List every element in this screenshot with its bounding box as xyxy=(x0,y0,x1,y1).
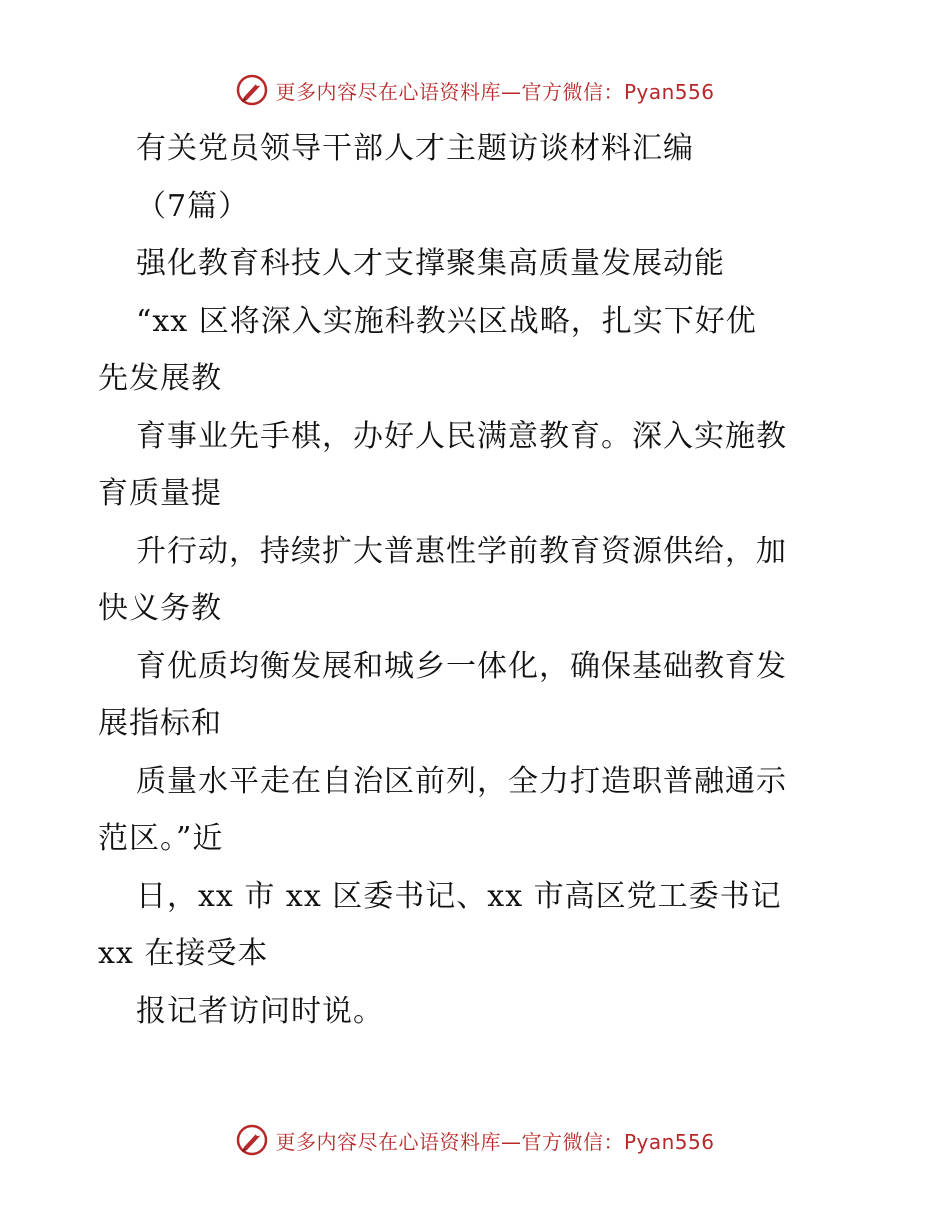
text-line: xx 在接受本 xyxy=(98,936,269,971)
banner-text: 更多内容尽在心语资料库—官方微信：Pyan556 xyxy=(275,1129,715,1154)
text-line: （7篇） xyxy=(136,188,250,224)
text-line: 先发展教 xyxy=(98,361,222,396)
text-line: 育事业先手棋，办好人民满意教育。深入实施教 xyxy=(136,418,787,454)
text-line: 范区。”近 xyxy=(98,821,224,856)
banner-text: 更多内容尽在心语资料库—官方微信：Pyan556 xyxy=(275,79,715,104)
text-line: 快义务教 xyxy=(98,591,222,626)
text-line: 强化教育科技人才支撑聚集高质量发展动能 xyxy=(136,246,725,281)
text-line: “xx 区将深入实施科教兴区战略，扎实下好优 xyxy=(136,303,757,339)
pen-logo-icon xyxy=(235,1123,269,1157)
text-line: 升行动，持续扩大普惠性学前教育资源供给，加 xyxy=(136,533,787,569)
document-body xyxy=(98,120,858,1040)
text-line: 质量水平走在自治区前列，全力打造职普融通示 xyxy=(136,763,787,799)
text-line: 育优质均衡发展和城乡一体化，确保基础教育发 xyxy=(136,648,787,684)
text-line: 展指标和 xyxy=(98,706,222,741)
footer-banner xyxy=(0,1120,950,1160)
text-line: 日，xx 市 xx 区委书记、xx 市高区党工委书记 xyxy=(136,878,782,914)
document-title: 有关党员领导干部人才主题访谈材料汇编 xyxy=(136,131,694,166)
pen-logo-icon xyxy=(235,73,269,107)
text-line: 育质量提 xyxy=(98,476,222,511)
header-banner xyxy=(0,70,950,110)
text-line: 报记者访问时说。 xyxy=(136,993,384,1029)
